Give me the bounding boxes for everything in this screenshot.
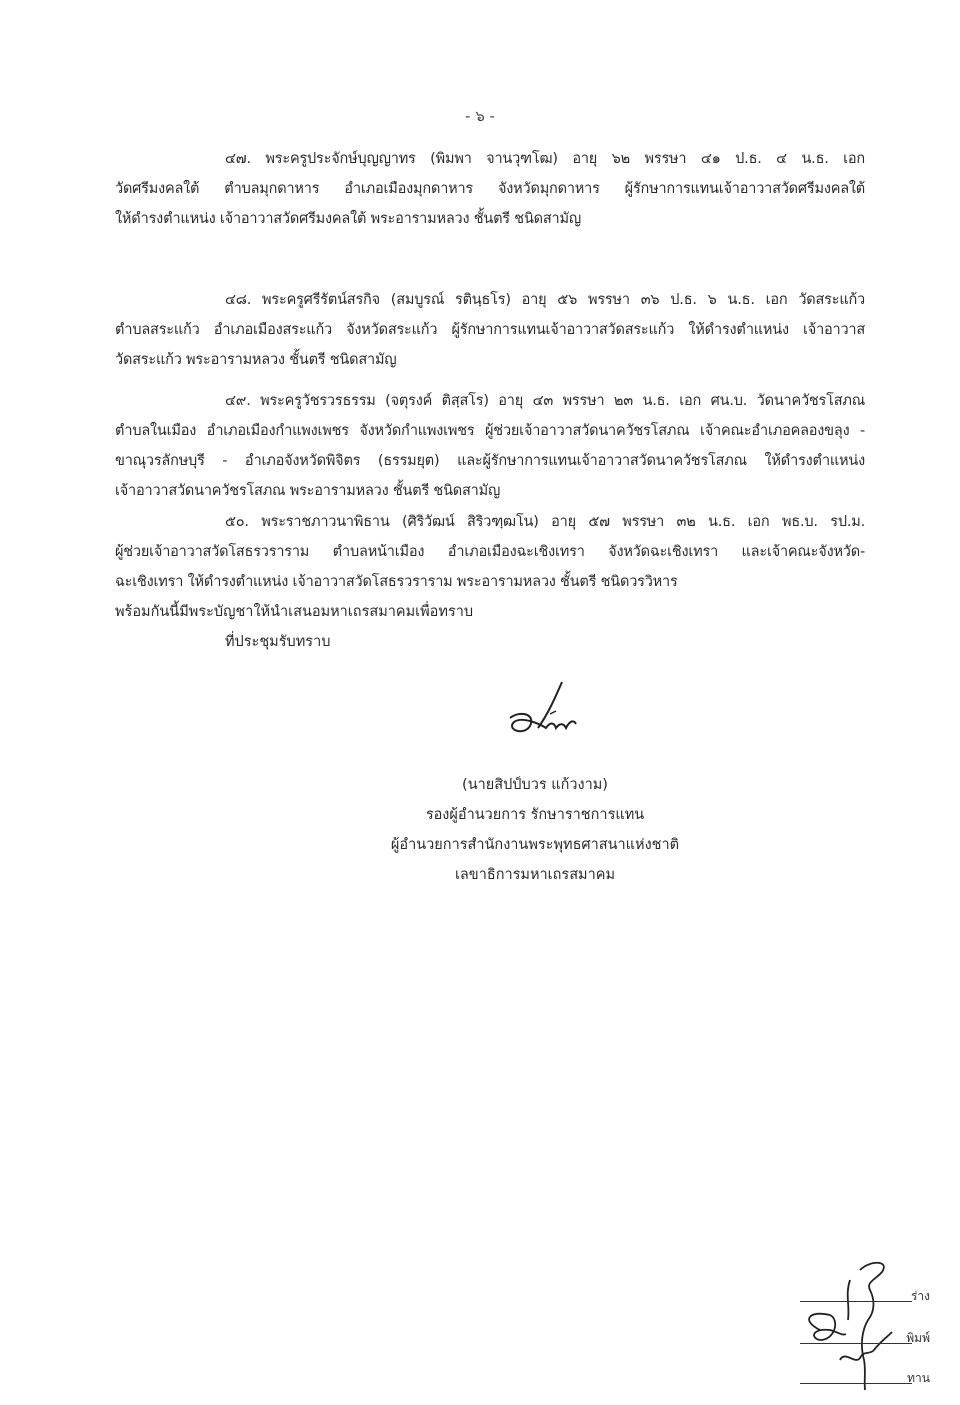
closing	[115, 597, 473, 657]
initial-line	[800, 1343, 912, 1344]
item-line: ให้ดำรงตำแหน่ง เจ้าอาวาสวัดศรีมงคลใต้ พระอารามหลวง ชั้นตรี ชนิดสามัญ	[115, 211, 581, 227]
item-line: ขาณุวรลักษบุรี - อำเภอจังหวัดพิจิตร (ธรรมยุต) และผู้รักษาการแทนเจ้าอาวาสวัดนาควัชรโสภณ ให้ดำรงตำแหน่ง	[115, 453, 865, 469]
item-47	[115, 144, 865, 234]
item-48	[115, 285, 865, 375]
item-line: ผู้ช่วยเจ้าอาวาสวัดโสธรวราราม ตำบลหน้าเมือง อำเภอเมืองฉะเชิงเทรา จังหวัดฉะเชิงเทรา และเจ้าคณะจังหวัด-	[115, 544, 865, 560]
item-line: ตำบลในเมือง อำเภอเมืองกำแพงเพชร จังหวัดกำแพงเพชร ผู้ช่วยเจ้าอาวาสวัดนาควัชรโสภณ เจ้าคณะอำเภอคลองขลุง -	[115, 423, 865, 439]
initial-line	[800, 1383, 912, 1384]
signatory-title: ผู้อำนวยการสำนักงานพระพุทธศาสนาแห่งชาติ	[390, 837, 680, 853]
initials-block	[790, 1250, 940, 1400]
closing-line: พร้อมกันนี้มีพระบัญชาให้นำเสนอมหาเถรสมาคมเพื่อทราบ	[115, 604, 474, 620]
check-label: ทาน	[907, 1371, 930, 1385]
page-number: - ๖ -	[465, 107, 495, 125]
print-label: พิมพ์	[906, 1331, 930, 1345]
draft-label: ร่าง	[910, 1289, 930, 1303]
meeting-acknowledged: ที่ประชุมรับทราบ	[225, 634, 331, 650]
item-line: วัดศรีมงคลใต้ ตำบลมุกดาหาร อำเภอเมืองมุกดาหาร จังหวัดมุกดาหาร ผู้รักษาการแทนเจ้าอาวาสวัดศรีมงคลใต้	[115, 181, 865, 197]
signatory-name: (นายสิปป์บวร แก้วงาม)	[462, 777, 608, 793]
initial-line	[800, 1301, 912, 1302]
item-50	[115, 507, 865, 597]
item-line: ๔๗. พระครูประจักษ์บุญญาทร (พิมพา จานวุฑโฒ) อายุ ๖๒ พรรษา ๔๑ ป.ธ. ๔ น.ธ. เอก	[225, 151, 865, 167]
signatory-block	[370, 770, 700, 890]
item-line: ฉะเชิงเทรา ให้ดำรงตำแหน่ง เจ้าอาวาสวัดโสธรวราราม พระอารามหลวง ชั้นตรี ชนิดวรวิหาร	[115, 574, 678, 590]
item-line: วัดสระแก้ว พระอารามหลวง ชั้นตรี ชนิดสามัญ	[115, 352, 397, 368]
item-line: ๕๐. พระราชภาวนาพิธาน (ศิริวัฒน์ สิริวฑฺฒโน) อายุ ๕๗ พรรษา ๓๒ น.ธ. เอก พธ.บ. รป.ม.	[225, 514, 865, 530]
signatory-title: รองผู้อำนวยการ รักษาราชการแทน	[425, 807, 645, 823]
item-line: ๔๙. พระครูวัชรวรธรรม (จตุรงค์ ติสฺสโร) อายุ ๔๓ พรรษา ๒๓ น.ธ. เอก ศน.บ. วัดนาควัชรโสภณ	[225, 393, 865, 409]
signatory-title: เลขาธิการมหาเถรสมาคม	[454, 867, 616, 883]
item-line: ๔๘. พระครูศรีรัตน์สรกิจ (สมบูรณ์ รตินฺธโร) อายุ ๕๖ พรรษา ๓๖ ป.ธ. ๖ น.ธ. เอก วัดสระแก้ว	[225, 292, 865, 308]
item-line: ตำบลสระแก้ว อำเภอเมืองสระแก้ว จังหวัดสระแก้ว ผู้รักษาการแทนเจ้าอาวาสวัดสระแก้ว ให้ดำรงตำแหน่ง เจ้าอาวาส	[115, 322, 865, 338]
item-49	[115, 386, 865, 506]
item-line: เจ้าอาวาสวัดนาควัชรโสภณ พระอารามหลวง ชั้นตรี ชนิดสามัญ	[115, 483, 501, 499]
signature-icon	[500, 678, 590, 748]
